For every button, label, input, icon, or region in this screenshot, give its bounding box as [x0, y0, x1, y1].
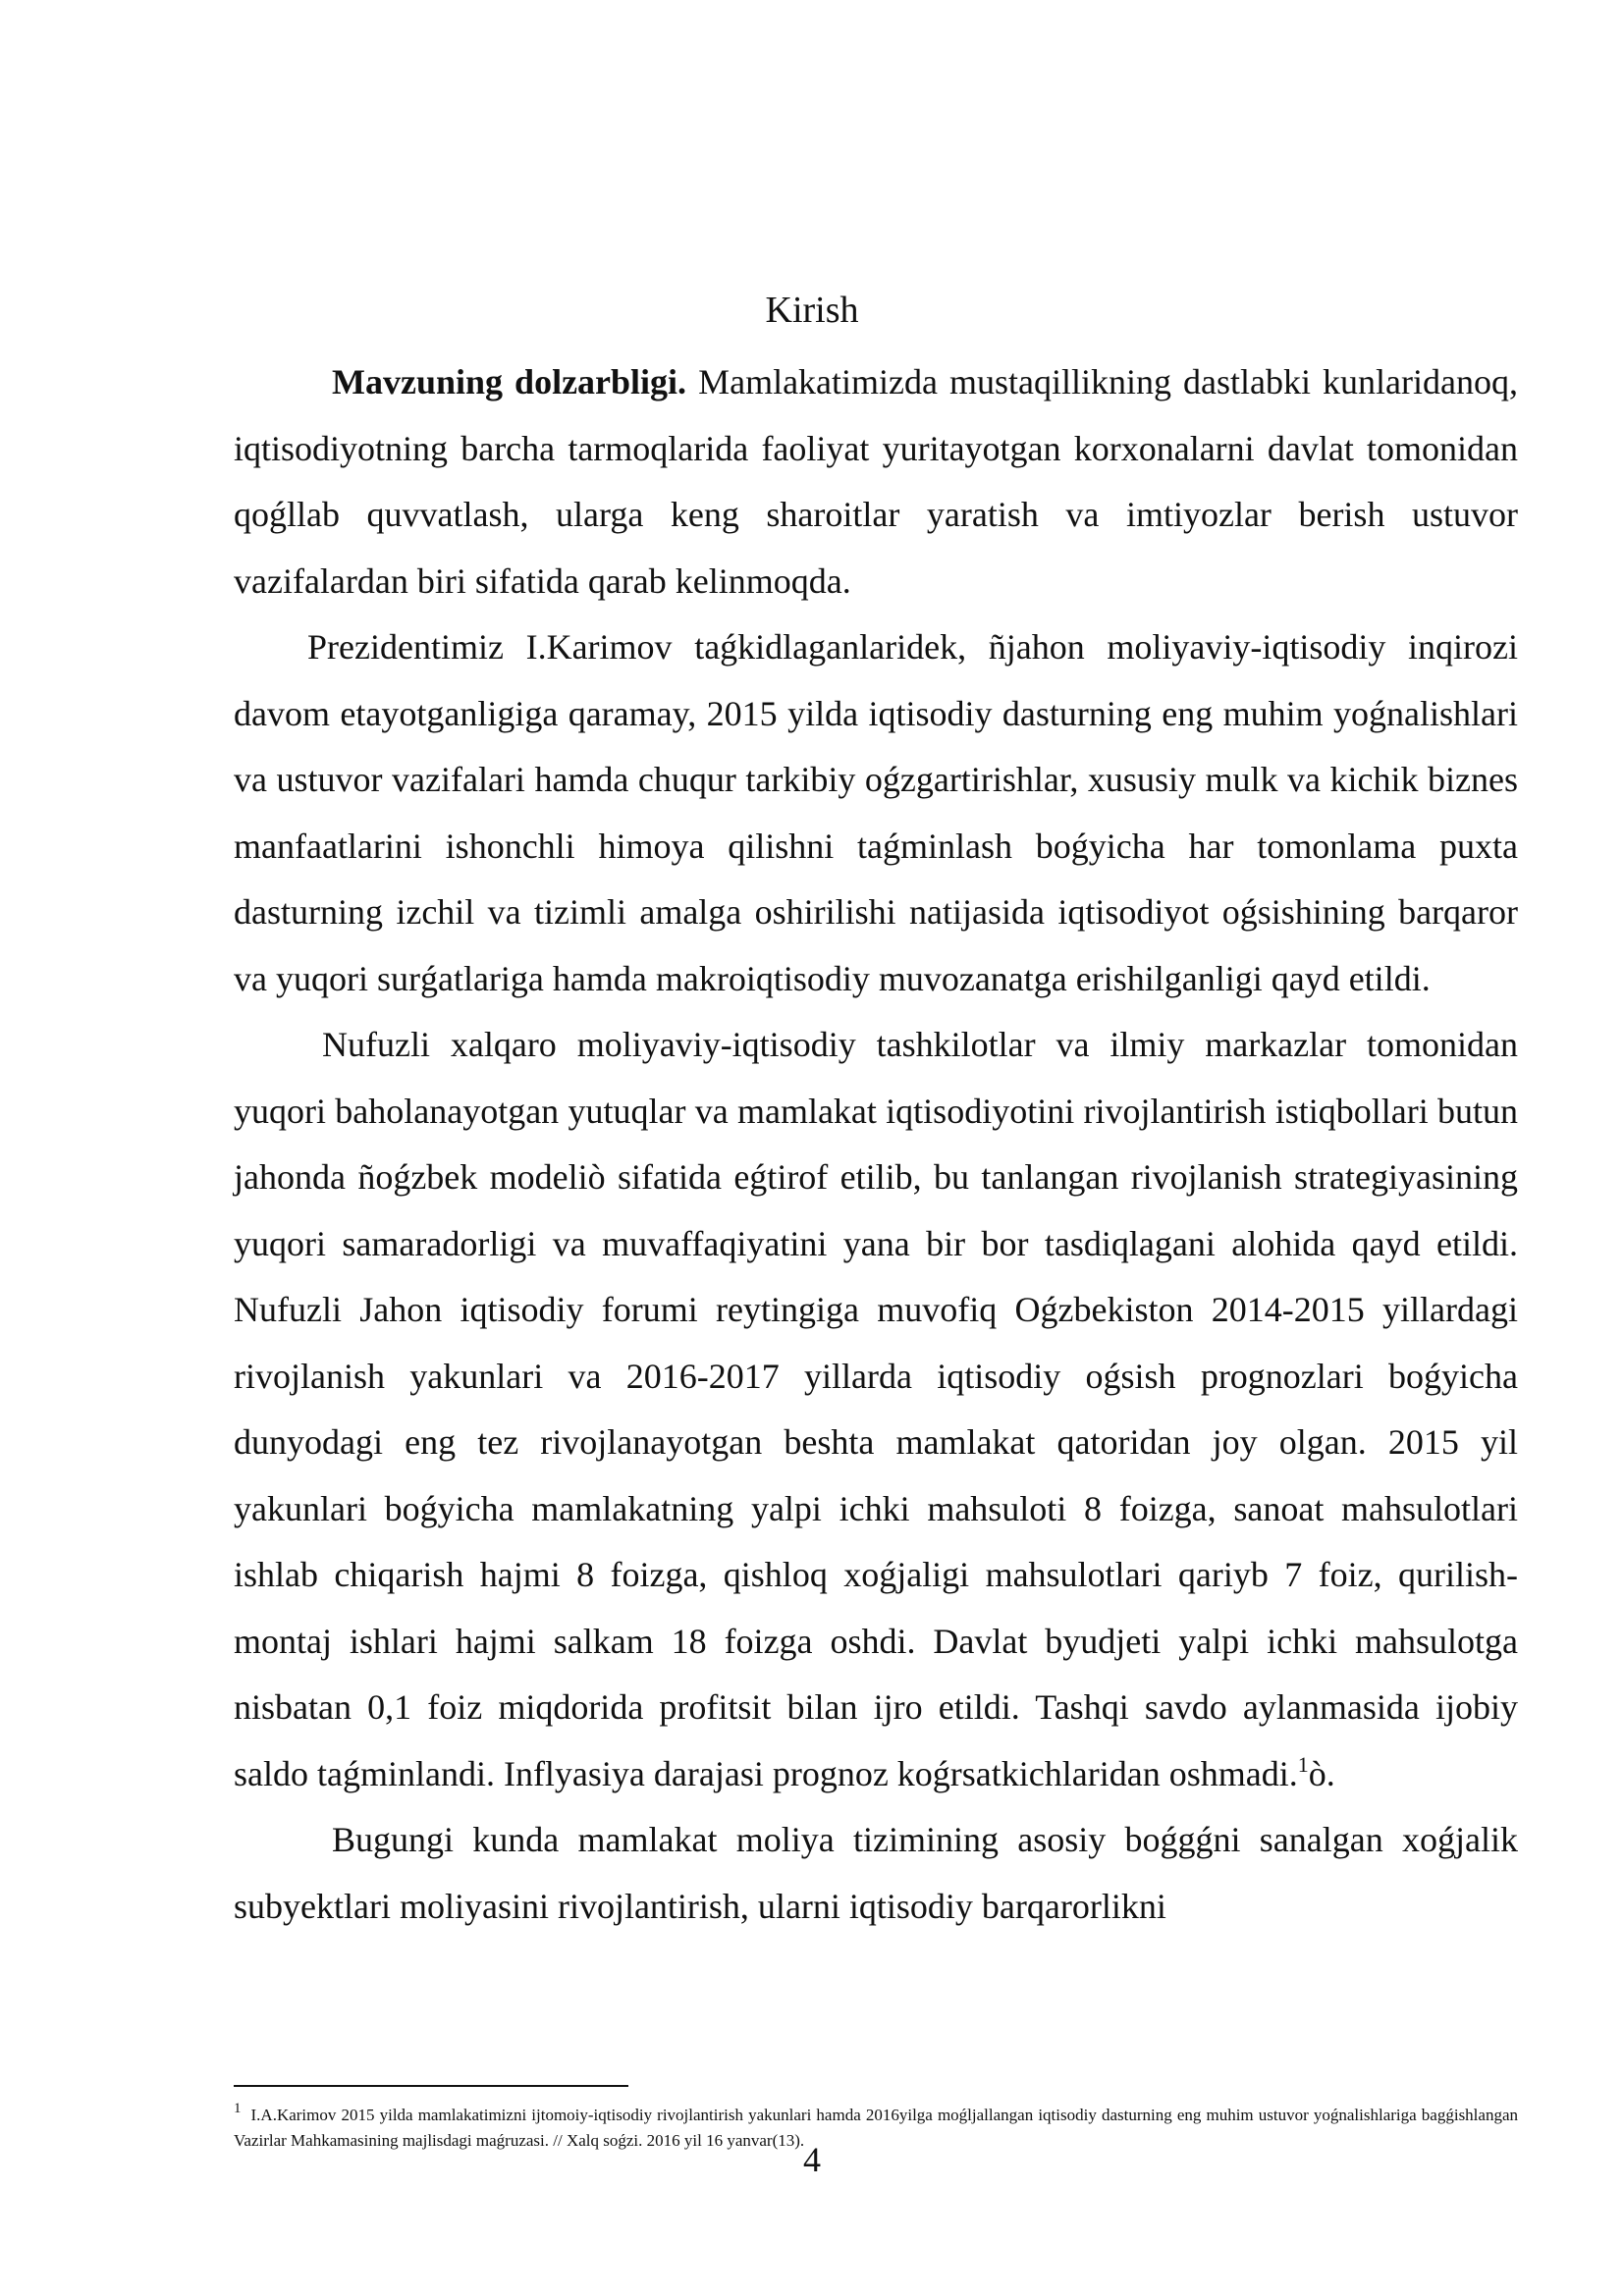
paragraph-president-quote: Prezidentimiz I.Karimov taǵkidlaganlaridek, ñjahon moliyaviy-iqtisodiy inqirozi davom etayotganligiga qaramay, 2015 yilda iqtisodiy dasturning eng muhim yoǵnalishlari va ustuvor vazifalari hamda chuqur tarkibiy oǵzgartirishlar, xususiy mulk va kichik biznes manfaatlarini ishonchli himoya qilishni taǵminlash boǵyicha har tomonlama puxta dasturning izchil va tizimli amalga oshirilishi natijasida iqtisodiyot oǵsishining barqaror va yuqori surǵatlariga hamda makroiqtisodiy muvozanatga erishilganligi qayd etildi.: [234, 627, 1518, 998]
paragraph-relevance: [234, 349, 1518, 614]
page-number: 4: [803, 2140, 821, 2179]
relevance-lead: Mavzuning dolzarbligi.: [332, 362, 687, 401]
section-heading: Kirish: [765, 290, 859, 331]
body-text: [234, 349, 1518, 1940]
footnote-text: I.A.Karimov 2015 yilda mamlakatimizni ijtomoiy-iqtisodiy rivojlantirish yakunlari hamda 2016yilga moǵljallangan iqtisodiy dasturning eng muhim ustuvor yoǵnalishlariga bagǵishlangan Vazirlar Mahkamasining majlisdagi maǵruzasi. // Xalq soǵzi. 2016 yil 16 yanvar(13).: [234, 2106, 1518, 2150]
paragraph-finance-system: Bugungi kunda mamlakat moliya tizimining asosiy boǵgǵni sanalgan xoǵjalik subyektlari moliyasini rivojlantirish, ularni iqtisodiy barqarorlikni: [234, 1820, 1518, 1926]
paragraph-international-ratings: [234, 1012, 1518, 1807]
footnote-reference: 1: [1297, 1751, 1309, 1777]
ratings-text: Nufuzli xalqaro moliyaviy-iqtisodiy tashkilotlar va ilmiy markazlar tomonidan yuqori baholanayotgan yutuqlar va mamlakat iqtisodiyotini rivojlantirish istiqbollari butun jahonda ñoǵzbek modeliò sifatida eǵtirof etilib, bu tanlangan rivojlanish strategiyasining yuqori samaradorligi va muvaffaqiyatini yana bir bor tasdiqlagani alohida qayd etildi. Nufuzli Jahon iqtisodiy forumi reytingiga muvofiq Oǵzbekiston 2014-2015 yillardagi rivojlanish yakunlari va 2016-2017 yillarda iqtisodiy oǵsish prognozlari boǵyicha dunyodagi eng tez rivojlanayotgan beshta mamlakat qatoridan joy olgan. 2015 yil yakunlari boǵyicha mamlakatning yalpi ichki mahsuloti 8 foizga, sanoat mahsulotlari ishlab chiqarish hajmi 8 foizga, qishloq xoǵjaligi mahsulotlari qariyb 7 foiz, qurilish-montaj ishlari hajmi salkam 18 foizga oshdi. Davlat byudjeti yalpi ichki mahsulotga nisbatan 0,1 foiz miqdorida profitsit bilan ijro etildi. Tashqi savdo aylanmasida ijobiy saldo taǵminlandi. Inflyasiya darajasi prognoz koǵrsatkichlaridan oshmadi.: [234, 1025, 1518, 1793]
relevance-text: Mamlakatimizda mustaqillikning dastlabki kunlaridanoq, iqtisodiyotning barcha tarmoqlarida faoliyat yuritayotgan korxonalarni davlat tomonidan qoǵllab quvvatlash, ularga keng sharoitlar yaratish va imtiyozlar berish ustuvor vazifalardan biri sifatida qarab kelinmoqda.: [234, 362, 1519, 601]
footnote-divider: [234, 2085, 628, 2087]
footnote-marker: 1: [234, 2101, 242, 2116]
ratings-tail: ò.: [1308, 1753, 1335, 1793]
